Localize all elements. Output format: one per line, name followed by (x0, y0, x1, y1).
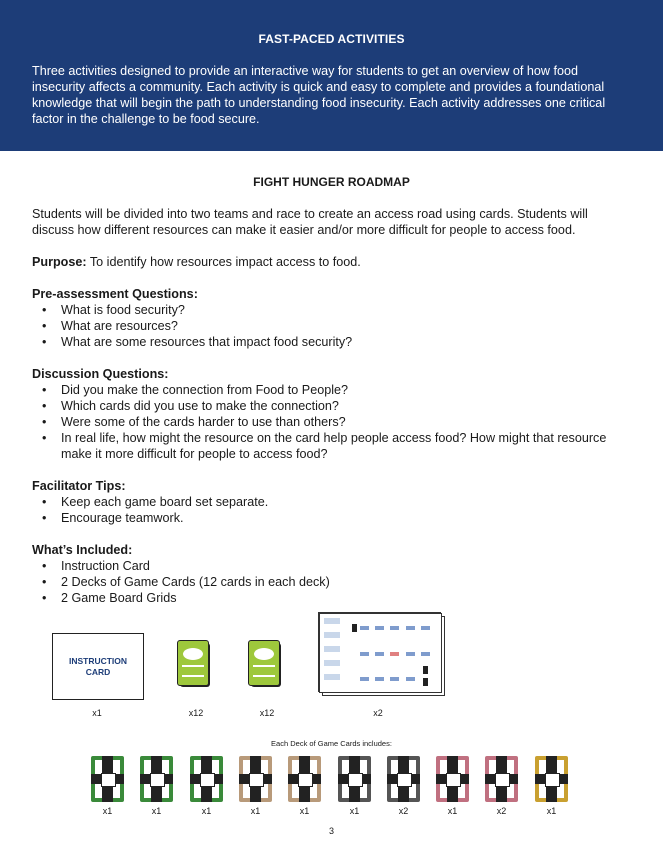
instruction-card-label: INSTRUCTION CARD (68, 655, 128, 677)
game-card-image (338, 756, 371, 802)
deck-contents-caption: Each Deck of Game Cards includes: (271, 739, 392, 748)
card-quantity-label: x1 (349, 806, 360, 816)
card-quantity-label: x1 (102, 806, 113, 816)
list-item: • Instruction Card (32, 558, 632, 574)
list-item: • What is food security? (32, 302, 632, 318)
game-card-deck-image (248, 640, 282, 688)
game-card-image (535, 756, 568, 802)
game-card-image (387, 756, 420, 802)
game-card-image (436, 756, 469, 802)
game-card-image (288, 756, 321, 802)
list-item: • Which cards did you use to make the connection? (32, 398, 632, 414)
game-card-image (190, 756, 223, 802)
intro-text: Students will be divided into two teams and race to create an access road using cards. Students will discuss how different resources can make it easier and/or more difficult for people to access food. (32, 207, 588, 237)
card-quantity-label: x1 (201, 806, 212, 816)
quantity-label: x12 (188, 708, 204, 718)
header-banner (0, 0, 663, 151)
tips-heading: Facilitator Tips: (32, 479, 126, 493)
pre-assessment-heading: Pre-assessment Questions: (32, 287, 198, 301)
included-list (32, 558, 632, 606)
list-item: • Were some of the cards harder to use than others? (32, 414, 632, 430)
list-item: • 2 Game Board Grids (32, 590, 632, 606)
game-card-image (239, 756, 272, 802)
banner-text: Three activities designed to provide an interactive way for students to get an overview of how food insecurity affects a community. Each activity is quick and easy to complete and provides a foundational knowledge that will begin the path to understanding food insecurity. Each activity addresses one critical factor in the challenge to be food secure. (32, 64, 606, 126)
discussion-list (32, 382, 632, 462)
card-quantity-label: x1 (250, 806, 261, 816)
list-item: • 2 Decks of Game Cards (12 cards in each deck) (32, 574, 632, 590)
purpose (32, 254, 632, 270)
card-quantity-label: x2 (398, 806, 409, 816)
page-number: 3 (328, 826, 334, 836)
section-title: FIGHT HUNGER ROADMAP (253, 175, 410, 189)
list-item: • Keep each game board set separate. (32, 494, 632, 510)
section-content (32, 206, 632, 622)
game-card-image (140, 756, 173, 802)
card-quantity-label: x1 (546, 806, 557, 816)
list-item: • In real life, how might the resource on the card help people access food? How might that resource make it more difficult for people to access food? (32, 430, 632, 462)
game-card-image (485, 756, 518, 802)
list-item: • What are resources? (32, 318, 632, 334)
discussion-heading: Discussion Questions: (32, 367, 169, 381)
list-item: • Encourage teamwork. (32, 510, 632, 526)
purpose-label: Purpose: (32, 255, 87, 269)
card-quantity-label: x2 (496, 806, 507, 816)
purpose-text: To identify how resources impact access to food. (86, 255, 361, 269)
quantity-label: x2 (373, 708, 383, 718)
game-board-image (318, 612, 441, 692)
banner-title: FAST-PACED ACTIVITIES (258, 32, 405, 46)
instruction-card-image (52, 633, 144, 700)
list-item: • Did you make the connection from Food to People? (32, 382, 632, 398)
card-quantity-label: x1 (447, 806, 458, 816)
list-item: • What are some resources that impact food security? (32, 334, 632, 350)
included-heading: What’s Included: (32, 543, 133, 557)
card-quantity-label: x1 (151, 806, 162, 816)
quantity-label: x12 (259, 708, 275, 718)
pre-assessment-list (32, 302, 632, 350)
game-card-image (91, 756, 124, 802)
tips-list (32, 494, 632, 526)
card-quantity-label: x1 (299, 806, 310, 816)
game-card-deck-image (177, 640, 211, 688)
quantity-label: x1 (92, 708, 102, 718)
